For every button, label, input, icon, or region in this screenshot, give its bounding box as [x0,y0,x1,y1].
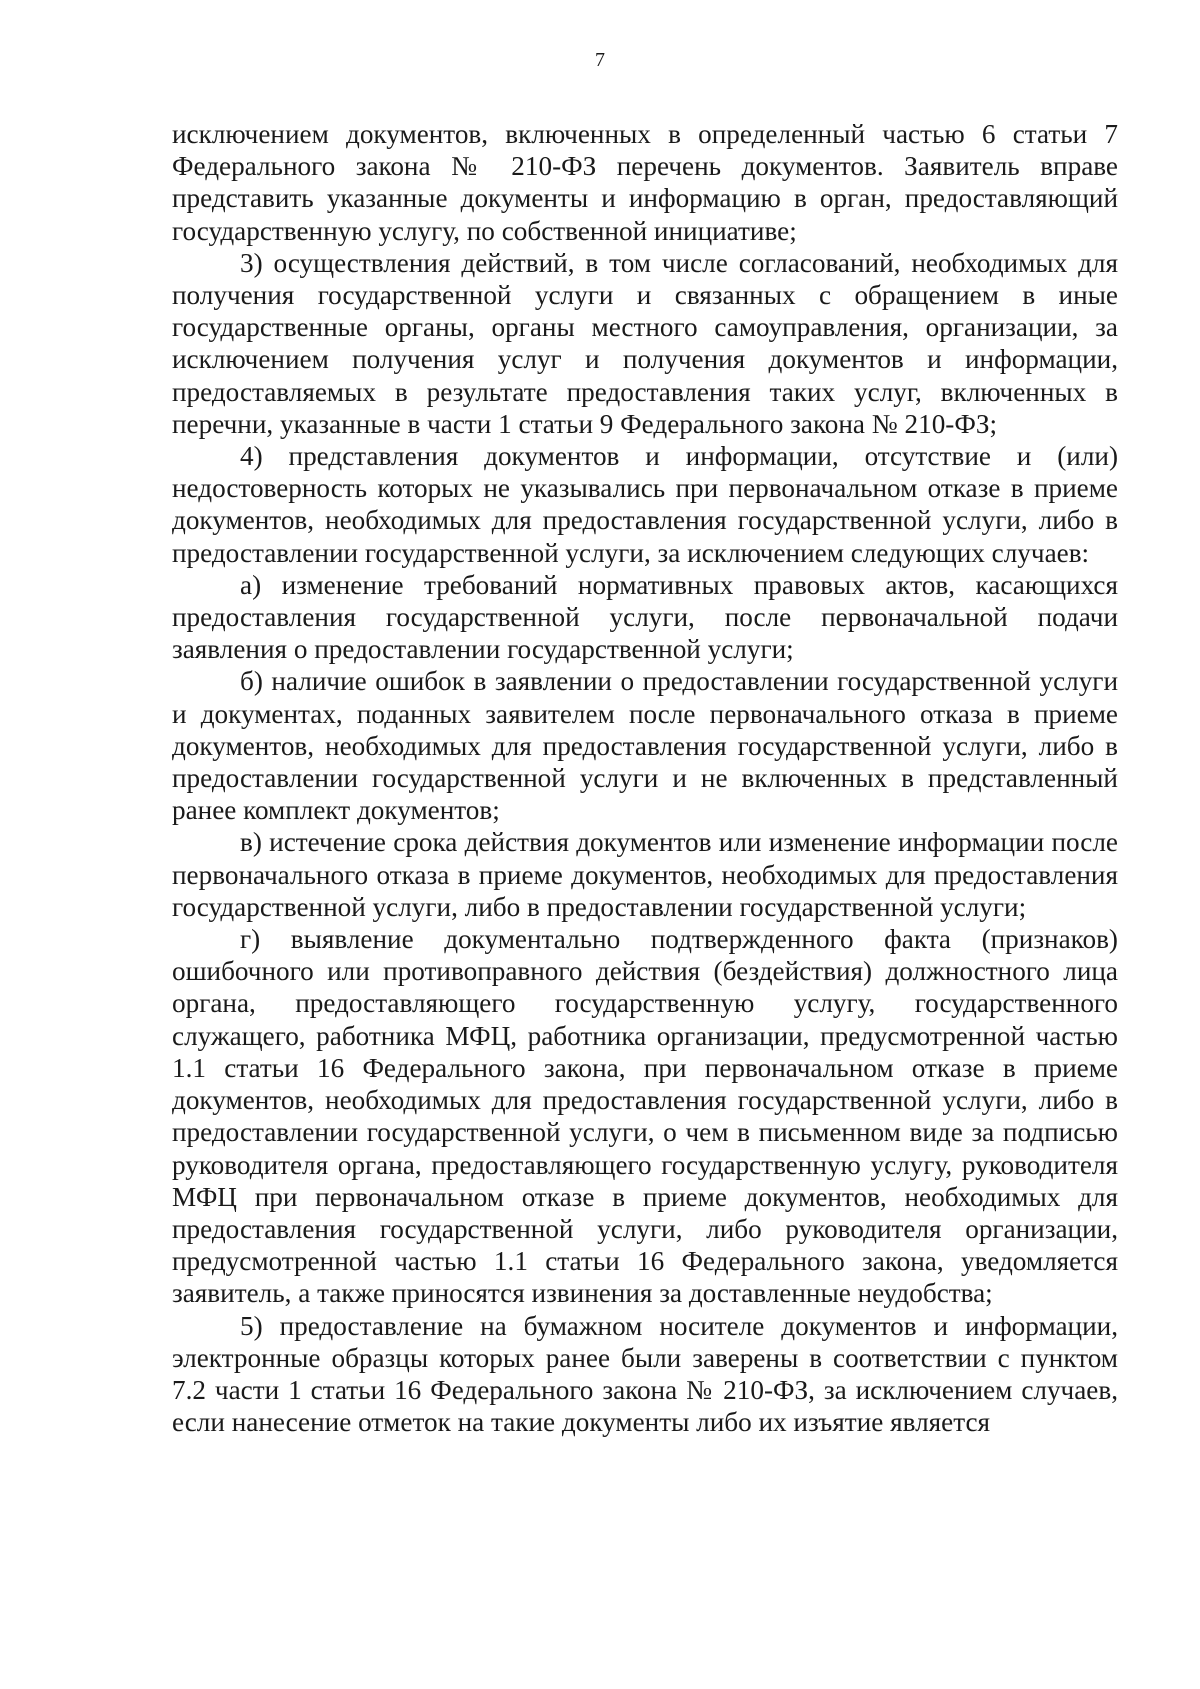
paragraph-subitem-b: б) наличие ошибок в заявлении о предоставлении государственной услуги и документах, поданных заявителем после первоначального отказа в приеме документов, необходимых для предоставления государственной услуги, либо в предоставлении государственной услуги и не включенных в представленный ранее комплект документов; [172,666,1118,826]
paragraph-item-4: 4) представления документов и информации, отсутствие и (или) недостоверность которых не указывались при первоначальном отказе в приеме документов, необходимых для предоставления государственной услуги, либо в предоставлении государственной услуги, за исключением следующих случаев: [172,441,1118,568]
paragraph-subitem-g: г) выявление документально подтвержденного факта (признаков) ошибочного или противоправного действия (бездействия) должностного лица органа, предоставляющего государственную услугу, государственного служащего, работника МФЦ, работника организации, предусмотренной частью 1.1 статьи 16 Федерального закона, при первоначальном отказе в приеме документов, необходимых для предоставления государственной услуги, либо в предоставлении государственной услуги, о чем в письменном виде за подписью руководителя органа, предоставляющего государственную услугу, руководителя МФЦ при первоначальном отказе в приеме документов, необходимых для предоставления государственной услуги, либо руководителя организации, предусмотренной частью 1.1 статьи 16 Федерального закона, уведомляется заявитель, а также приносятся извинения за доставленные неудобства; [172,924,1118,1309]
paragraph-item-3: 3) осуществления действий, в том числе согласований, необходимых для получения государственной услуги и связанных с обращением в иные государственные органы, органы местного самоуправления, организации, за исключением получения услуг и получения документов и информации, предоставляемых в результате предоставления таких услуг, включенных в перечни, указанные в части 1 статьи 9 Федерального закона № 210-ФЗ; [172,247,1118,439]
paragraph-item-5: 5) предоставление на бумажном носителе документов и информации, электронные образцы которых ранее были заверены в соответствии с пунктом 7.2 части 1 статьи 16 Федерального закона № 210-ФЗ, за исключением случаев, если нанесение отметок на такие документы либо их изъятие является [172,1310,1118,1438]
paragraph-continuation: исключением документов, включенных в определенный частью 6 статьи 7 Федерального закона № 210-ФЗ перечень документов. Заявитель вправе представить указанные документы и информацию в орган, предоставляющий государственную услугу, по собственной инициативе; [172,119,1118,246]
document-body [172,118,1118,1438]
paragraph-subitem-v: в) истечение срока действия документов или изменение информации после первоначального отказа в приеме документов, необходимых для предоставления государственной услуги, либо в предоставлении государственной услуги; [172,827,1118,922]
page-number: 7 [595,49,605,71]
paragraph-subitem-a: а) изменение требований нормативных правовых актов, касающихся предоставления государственной услуги, после первоначальной подачи заявления о предоставлении государственной услуги; [172,569,1118,665]
